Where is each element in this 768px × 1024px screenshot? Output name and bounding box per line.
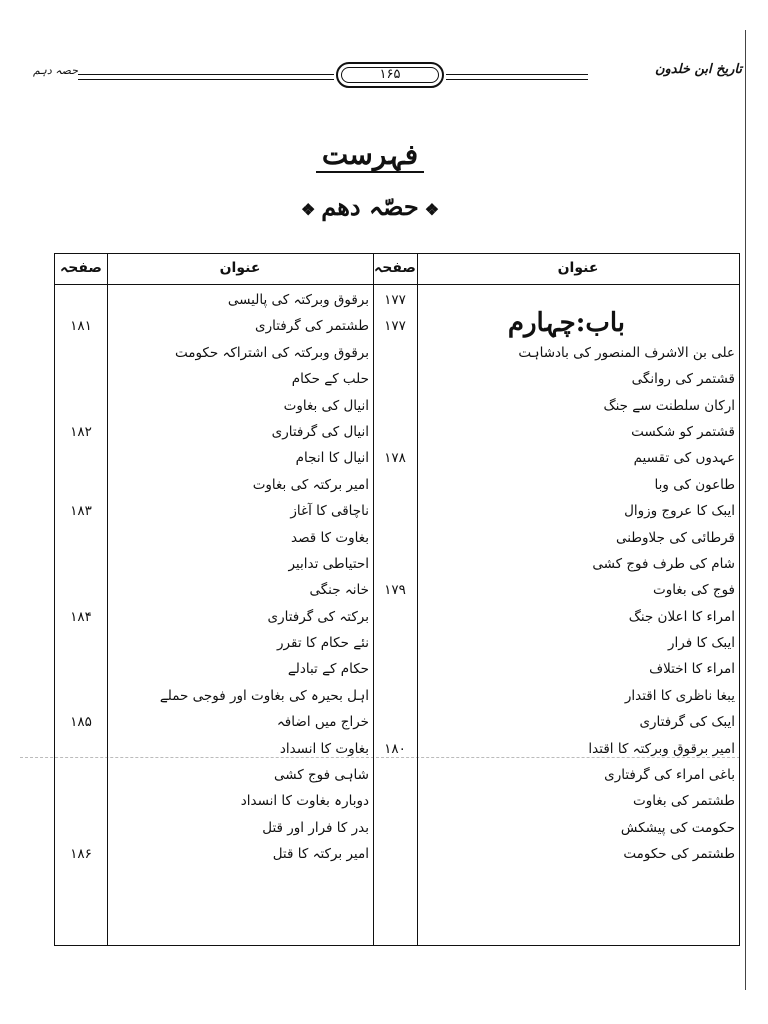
right-title-cell: ایبک کی گرفتاری bbox=[639, 714, 735, 731]
ornament-right: ❖ bbox=[300, 200, 316, 219]
left-title-cell: حلب کے حکام bbox=[291, 371, 369, 388]
section-subtitle-text: حصّہ دھم bbox=[321, 192, 419, 221]
left-page-cell bbox=[55, 656, 107, 682]
left-page-cell bbox=[55, 472, 107, 498]
table-row bbox=[55, 630, 739, 656]
scan-edge-line bbox=[745, 30, 746, 990]
left-title-cell: احتیاطی تدابیر bbox=[288, 555, 369, 572]
page-title bbox=[0, 138, 740, 171]
book-title: تاریخ ابن خلدون bbox=[654, 62, 742, 77]
table-row bbox=[55, 340, 739, 366]
col-header-right-page: صفحہ bbox=[374, 260, 416, 276]
right-page-cell: ۱۷۹ bbox=[384, 582, 406, 599]
col-header-right-title: عنوان bbox=[557, 260, 599, 276]
left-page-cell bbox=[55, 762, 107, 788]
left-title-cell: انیال کی بغاوت bbox=[283, 397, 369, 414]
right-page-cell: ۱۷۷ bbox=[384, 292, 406, 308]
right-page-cell bbox=[373, 393, 417, 419]
header-row-divider bbox=[55, 284, 739, 285]
table-row bbox=[55, 419, 739, 445]
col-header-left-page: صفحہ bbox=[60, 260, 102, 276]
header-rule-right bbox=[446, 74, 588, 80]
table-row bbox=[55, 498, 739, 524]
left-title-cell: برکتہ کی گرفتاری bbox=[267, 608, 369, 625]
right-page-cell bbox=[373, 472, 417, 498]
left-title-cell: خانہ جنگی bbox=[309, 582, 369, 599]
left-title-cell: ناچاقی کا آغاز bbox=[290, 503, 369, 520]
table-row bbox=[55, 313, 739, 339]
right-title-cell: ایبک کا عروج وزوال bbox=[624, 503, 735, 520]
right-page-cell bbox=[373, 841, 417, 867]
right-title-cell: علی بن الاشرف المنصور کی بادشاہت bbox=[518, 344, 735, 361]
left-title-cell: برقوق وبرکتہ کی اشتراکہ حکومت bbox=[174, 344, 369, 361]
left-title-cell: اہل بحیرہ کی بغاوت اور فوجی حملے bbox=[159, 687, 369, 704]
left-title-cell: خراج میں اضافہ bbox=[276, 714, 369, 731]
table-row bbox=[55, 445, 739, 471]
left-page-cell bbox=[55, 630, 107, 656]
right-page-cell bbox=[373, 525, 417, 551]
left-title-cell: حکام کے تبادلے bbox=[287, 661, 369, 678]
left-page-cell: ۱۸۲ bbox=[70, 423, 92, 440]
table-row bbox=[55, 656, 739, 682]
running-header bbox=[30, 62, 742, 92]
right-title-cell: یبغا ناظری کا اقتدار bbox=[624, 687, 735, 704]
right-title-cell: ایبک کا فرار bbox=[668, 635, 735, 652]
left-page-cell bbox=[55, 393, 107, 419]
right-title-cell: قرطائی کی جلاوطنی bbox=[615, 529, 735, 546]
table-row bbox=[55, 788, 739, 814]
right-title-cell: امراء کا اختلاف bbox=[649, 661, 735, 678]
left-title-cell: انیال کا انجام bbox=[295, 450, 369, 467]
table-row bbox=[55, 815, 739, 841]
right-page-cell bbox=[373, 340, 417, 366]
left-page-cell bbox=[55, 340, 107, 366]
left-title-cell: بدر کا فرار اور قتل bbox=[262, 819, 369, 836]
right-title-cell: باغی امراء کی گرفتاری bbox=[604, 767, 735, 784]
table-row bbox=[55, 577, 739, 603]
right-page-cell bbox=[373, 366, 417, 392]
left-page-cell bbox=[55, 287, 107, 313]
right-title-cell: امیر برقوق وبرکتہ کا اقتدا bbox=[588, 740, 735, 757]
left-page-cell bbox=[55, 445, 107, 471]
right-page-cell: ۱۷۸ bbox=[384, 450, 406, 467]
ornament-left: ❖ bbox=[424, 200, 440, 219]
table-row bbox=[55, 525, 739, 551]
table-row bbox=[55, 472, 739, 498]
right-page-cell bbox=[373, 498, 417, 524]
right-page-cell bbox=[373, 788, 417, 814]
right-page-cell bbox=[373, 551, 417, 577]
right-title-cell: طشتمر کی بغاوت bbox=[633, 793, 735, 810]
header-rule-left bbox=[78, 74, 334, 80]
left-title-cell: دوبارہ بغاوت کا انسداد bbox=[240, 793, 369, 810]
right-page-cell bbox=[373, 419, 417, 445]
left-page-cell: ۱۸۳ bbox=[70, 503, 92, 520]
table-row bbox=[55, 841, 739, 867]
left-page-cell: ۱۸۱ bbox=[70, 318, 92, 335]
part-label: حصہ دہم bbox=[33, 64, 78, 77]
right-title-cell: طشتمر کی حکومت bbox=[623, 846, 735, 863]
left-title-cell: بغاوت کا قصد bbox=[291, 529, 369, 546]
right-title-cell: ارکان سلطنت سے جنگ bbox=[603, 397, 735, 414]
right-title-cell: قشتمر کی روانگی bbox=[631, 371, 735, 388]
table-row bbox=[55, 683, 739, 709]
table-row bbox=[55, 366, 739, 392]
left-page-cell: ۱۸۴ bbox=[70, 608, 92, 625]
left-page-cell bbox=[55, 683, 107, 709]
table-row bbox=[55, 287, 739, 313]
table-row bbox=[55, 762, 739, 788]
left-title-cell: طشتمر کی گرفتاری bbox=[255, 318, 369, 335]
right-page-cell bbox=[373, 709, 417, 735]
table-row bbox=[55, 604, 739, 630]
right-page-cell bbox=[373, 656, 417, 682]
right-title-cell: شام کی طرف فوج کشی bbox=[592, 555, 735, 572]
page-number: ۱۶۵ bbox=[336, 62, 444, 88]
left-page-cell bbox=[55, 788, 107, 814]
left-title-cell: انیال کی گرفتاری bbox=[271, 423, 369, 440]
left-page-cell bbox=[55, 577, 107, 603]
left-page-cell: ۱۸۵ bbox=[70, 714, 92, 731]
left-title-cell: نئے حکام کا تقرر bbox=[277, 635, 369, 652]
right-page-cell: ۱۷۷ bbox=[384, 318, 406, 335]
right-page-cell bbox=[373, 604, 417, 630]
left-page-cell bbox=[55, 736, 107, 762]
right-page-cell bbox=[373, 815, 417, 841]
left-page-cell bbox=[55, 366, 107, 392]
page-title-text: فہرست bbox=[316, 138, 424, 173]
right-title-cell: امراء کا اعلان جنگ bbox=[628, 608, 735, 625]
left-page-cell bbox=[55, 815, 107, 841]
right-title-cell: حکومت کی پیشکش bbox=[620, 819, 735, 836]
toc-table bbox=[54, 253, 740, 946]
chapter-heading: باب:چہارم bbox=[507, 308, 625, 338]
right-title-cell: فوج کی بغاوت bbox=[652, 582, 735, 599]
right-title-cell: قشتمر کو شکست bbox=[631, 423, 735, 440]
left-page-cell bbox=[55, 525, 107, 551]
left-title-cell: امیر برکتہ کا قتل bbox=[272, 846, 369, 863]
col-header-left-title: عنوان bbox=[219, 260, 261, 276]
right-page-cell: ۱۸۰ bbox=[384, 740, 406, 757]
table-row bbox=[55, 551, 739, 577]
right-page-cell bbox=[373, 683, 417, 709]
table-row bbox=[55, 709, 739, 735]
left-page-cell bbox=[55, 551, 107, 577]
left-title-cell: برقوق وبرکتہ کی پالیسی bbox=[227, 292, 369, 308]
section-subtitle bbox=[0, 192, 740, 221]
toc-rows bbox=[55, 287, 739, 868]
left-title-cell: بغاوت کا انسداد bbox=[279, 740, 369, 757]
right-page-cell bbox=[373, 762, 417, 788]
right-title-cell: طاعون کی وبا bbox=[654, 476, 735, 493]
table-row bbox=[55, 393, 739, 419]
left-page-cell: ۱۸۶ bbox=[70, 846, 92, 863]
right-page-cell bbox=[373, 630, 417, 656]
left-title-cell: شاہی فوج کشی bbox=[273, 767, 369, 784]
right-title-cell: عہدوں کی تقسیم bbox=[633, 450, 735, 467]
table-row bbox=[55, 736, 739, 762]
left-title-cell: امیر برکتہ کی بغاوت bbox=[252, 476, 369, 493]
